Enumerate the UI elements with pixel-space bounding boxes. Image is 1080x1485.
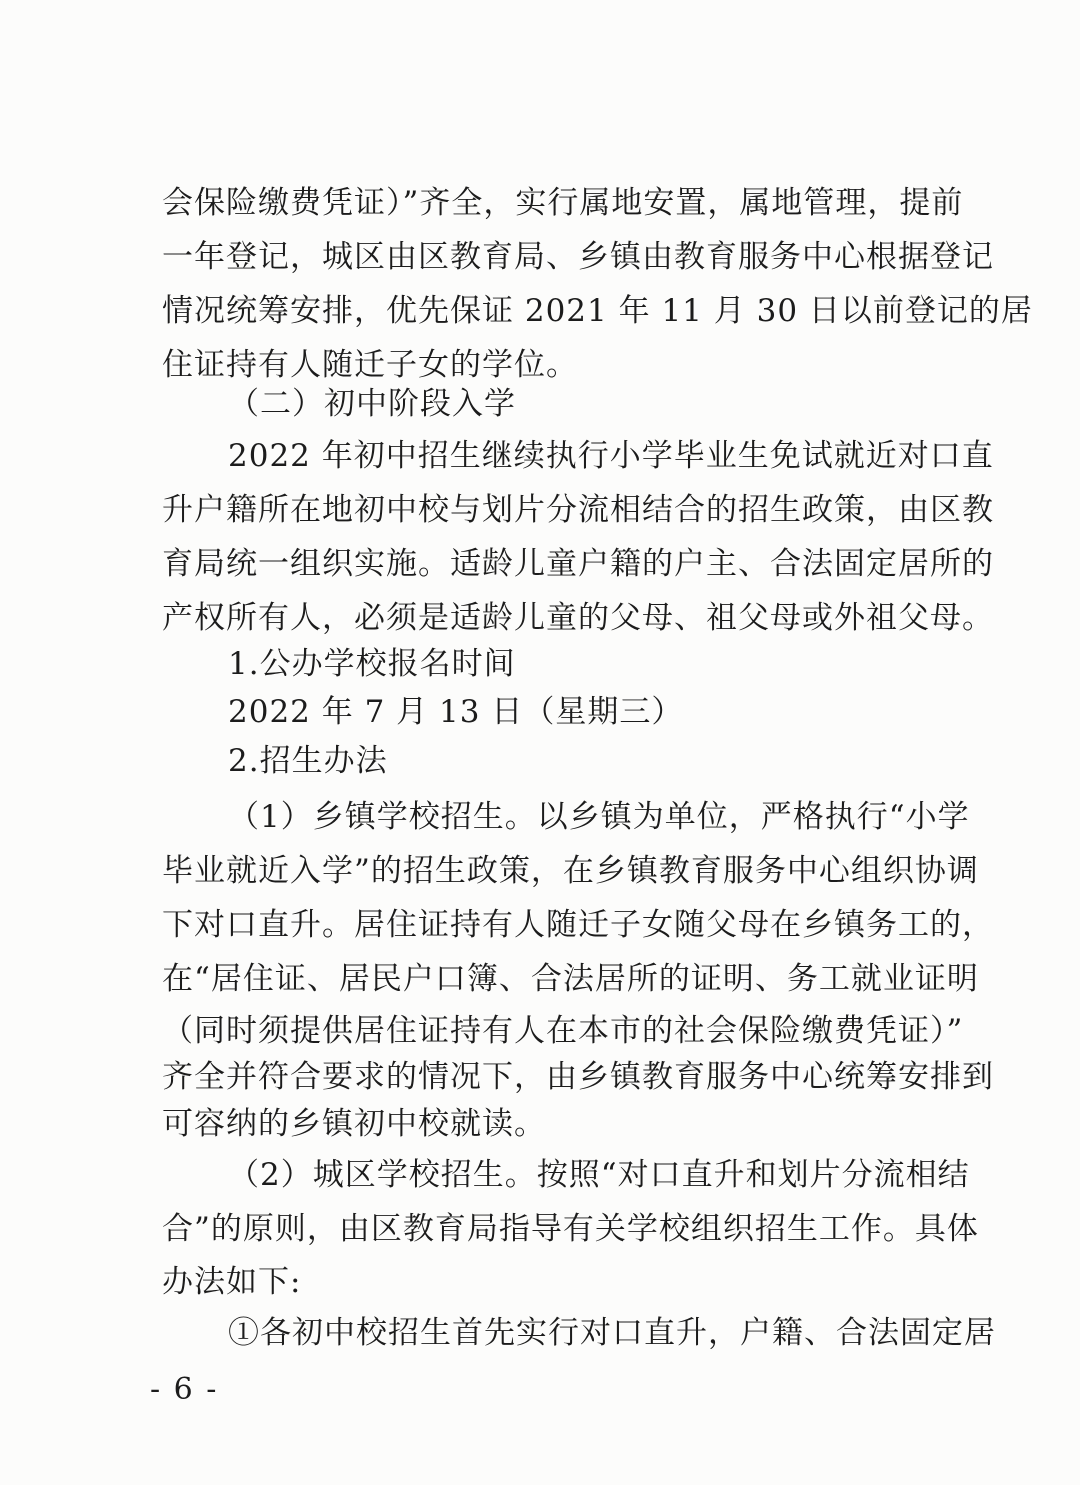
- paragraph-line: 2022 年 7 月 13 日（星期三）: [228, 694, 684, 730]
- paragraph-line: 毕业就近入学”的招生政策，在乡镇教育服务中心组织协调: [162, 853, 979, 889]
- section-heading: （二）初中阶段入学: [228, 386, 516, 422]
- paragraph-line: 可容纳的乡镇初中校就读。: [162, 1106, 546, 1142]
- paragraph-line: 住证持有人随迁子女的学位。: [162, 347, 578, 383]
- paragraph-line: （1）乡镇学校招生。以乡镇为单位，严格执行“小学: [228, 799, 970, 835]
- paragraph-line: （2）城区学校招生。按照“对口直升和划片分流相结: [228, 1157, 970, 1193]
- paragraph-line: 下对口直升。居住证持有人随迁子女随父母在乡镇务工的，: [162, 907, 994, 943]
- paragraph-line: 情况统筹安排，优先保证 2021 年 11 月 30 日以前登记的居: [162, 293, 1033, 329]
- paragraph-line: 育局统一组织实施。适龄儿童户籍的户主、合法固定居所的: [162, 546, 994, 582]
- page-number: - 6 -: [150, 1372, 219, 1407]
- paragraph-line: 产权所有人，必须是适龄儿童的父母、祖父母或外祖父母。: [162, 600, 994, 636]
- paragraph-line: 升户籍所在地初中校与划片分流相结合的招生政策，由区教: [162, 492, 994, 528]
- paragraph-line: 办法如下:: [162, 1264, 302, 1300]
- paragraph-line: ①各初中校招生首先实行对口直升，户籍、合法固定居: [228, 1315, 996, 1351]
- subsection-heading: 1.公办学校报名时间: [228, 646, 516, 682]
- paragraph-line: 在“居住证、居民户口簿、合法居所的证明、务工就业证明: [162, 961, 979, 997]
- paragraph-line: （同时须提供居住证持有人在本市的社会保险缴费凭证）”: [162, 1013, 964, 1049]
- paragraph-line: 一年登记，城区由区教育局、乡镇由教育服务中心根据登记: [162, 239, 994, 275]
- paragraph-line: 会保险缴费凭证）”齐全，实行属地安置，属地管理，提前: [162, 185, 964, 221]
- paragraph-line: 2022 年初中招生继续执行小学毕业生免试就近对口直: [228, 438, 994, 474]
- subsection-heading: 2.招生办法: [228, 743, 388, 779]
- paragraph-line: 合”的原则，由区教育局指导有关学校组织招生工作。具体: [162, 1211, 979, 1247]
- paragraph-line: 齐全并符合要求的情况下，由乡镇教育服务中心统筹安排到: [162, 1059, 994, 1095]
